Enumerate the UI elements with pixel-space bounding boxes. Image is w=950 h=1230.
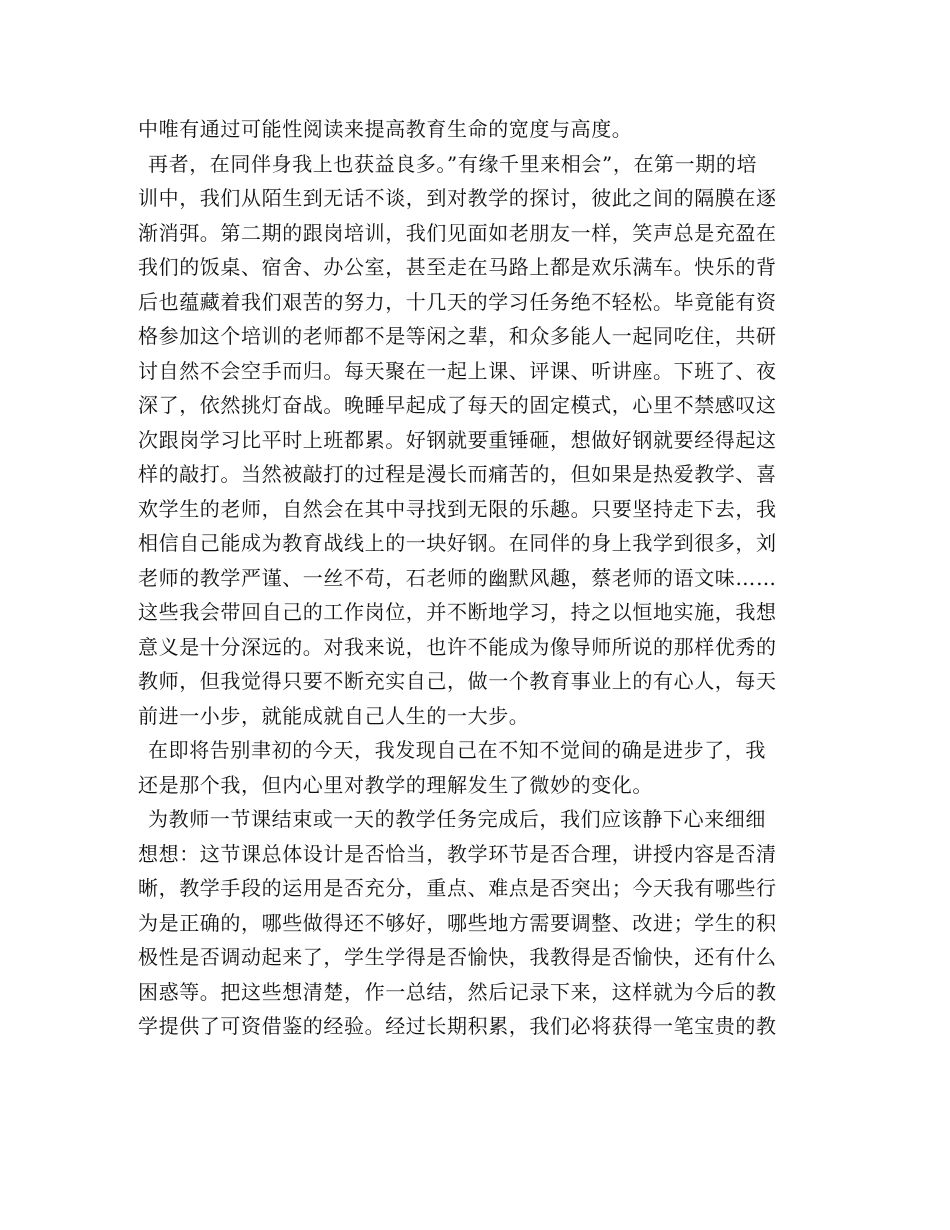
- text-line: 为是正确的，哪些做得还不够好，哪些地方需要调整、改进；学生的积: [138, 910, 777, 935]
- text-line: 想想：这节课总体设计是否恰当，教学环节是否合理，讲授内容是否清: [138, 841, 777, 866]
- text-line: 极性是否调动起来了，学生学得是否愉快，我教得是否愉快，还有什么: [138, 945, 777, 969]
- text-line: 为教师一节课结束或一天的教学任务完成后，我们应该静下心来细细: [148, 807, 766, 831]
- text-line: 再者，在同伴身我上也获益良多。”有缘千里来相会”，在第一期的培: [148, 151, 758, 176]
- document-body: [138, 112, 818, 1044]
- text-line: 前进一小步，就能成就自己人生的一大步。: [138, 703, 530, 728]
- text-line: 教师，但我觉得只要不断充实自己，做一个教育事业上的有心人，每天: [138, 669, 777, 693]
- text-line: 老师的教学严谨、一丝不苟，石老师的幽默风趣，蔡老师的语文味……: [138, 565, 777, 590]
- text-line: 晰，教学手段的运用是否充分，重点、难点是否突出；今天我有哪些行: [138, 876, 777, 900]
- text-line: 深了，依然挑灯奋战。晚睡早起成了每天的固定模式，心里不禁感叹这: [138, 393, 777, 417]
- text-line: 困惑等。把这些想清楚，作一总结，然后记录下来，这样就为今后的教: [138, 979, 777, 1004]
- text-line: 渐消弭。第二期的跟岗培训，我们见面如老朋友一样，笑声总是充盈在: [138, 220, 777, 245]
- text-line: 我们的饭桌、宿舍、办公室，甚至走在马路上都是欢乐满车。快乐的背: [138, 255, 777, 279]
- text-line: 学提供了可资借鉴的经验。经过长期积累，我们必将获得一笔宝贵的教: [138, 1014, 777, 1038]
- text-line: 相信自己能成为教育战线上的一块好钢。在同伴的身上我学到很多，刘: [138, 531, 777, 555]
- text-line: 这些我会带回自己的工作岗位，并不断地学习，持之以恒地实施，我想: [138, 600, 777, 624]
- text-line: 意义是十分深远的。对我来说，也许不能成为像导师所说的那样优秀的: [138, 634, 777, 659]
- text-line: 中唯有通过可能性阅读来提高教育生命的宽度与高度。: [138, 117, 633, 141]
- text-line: 讨自然不会空手而归。每天聚在一起上课、评课、听讲座。下班了、夜: [138, 358, 777, 383]
- text-line: 后也蕴藏着我们艰苦的努力，十几天的学习任务绝不轻松。毕竟能有资: [138, 289, 777, 314]
- text-line: 还是那个我，但内心里对教学的理解发生了微妙的变化。: [138, 772, 653, 797]
- text-line: 样的敲打。当然被敲打的过程是漫长而痛苦的，但如果是热爱教学、喜: [138, 462, 777, 486]
- text-line: 欢学生的老师，自然会在其中寻找到无限的乐趣。只要坚持走下去，我: [138, 496, 777, 521]
- text-line: 格参加这个培训的老师都不是等闲之辈，和众多能人一起同吃住，共研: [138, 324, 777, 348]
- text-line: 在即将告别聿初的今天，我发现自己在不知不觉间的确是进步了，我: [148, 738, 766, 762]
- text-line: 训中，我们从陌生到无话不谈，到对教学的探讨，彼此之间的隔膜在逐: [138, 186, 777, 210]
- text-line: 次跟岗学习比平时上班都累。好钢就要重锤砸，想做好钢就要经得起这: [138, 427, 777, 452]
